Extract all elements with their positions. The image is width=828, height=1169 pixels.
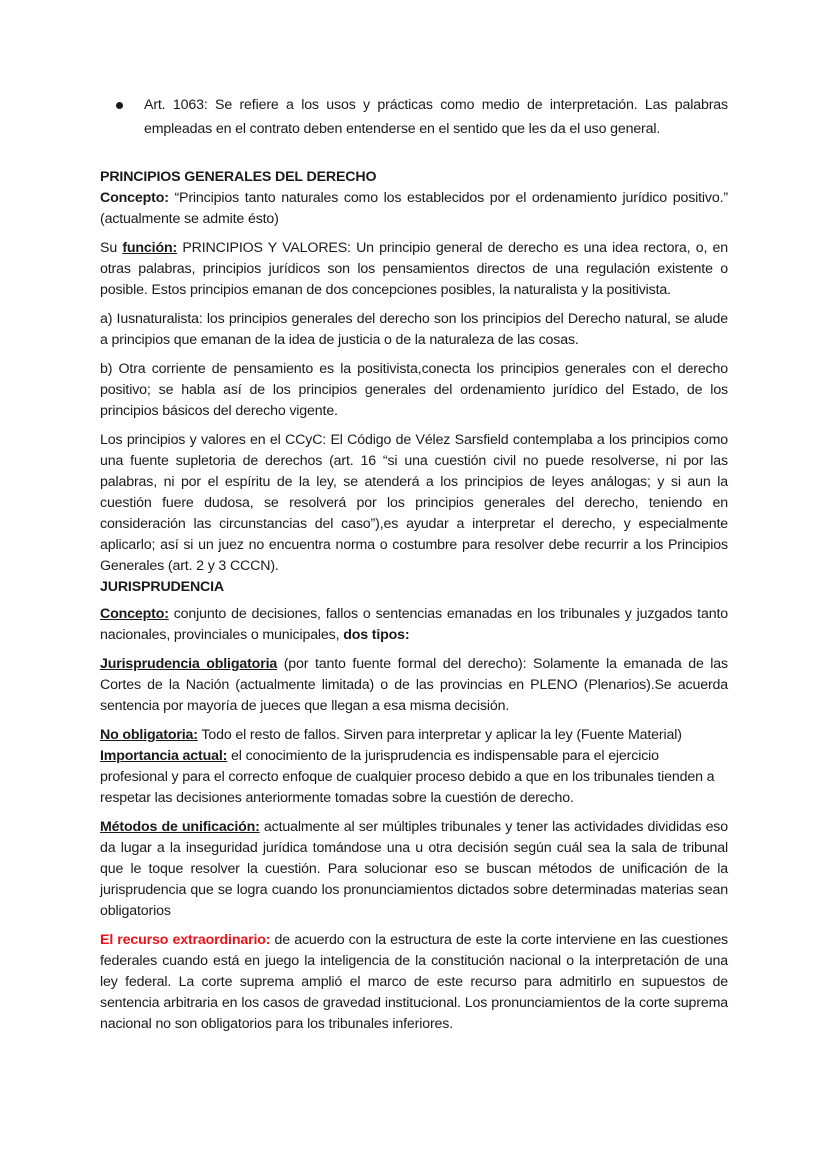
bullet-icon — [116, 102, 123, 109]
jurisprudencia-metodos — [100, 817, 728, 922]
funcion-label: función: — [122, 240, 178, 256]
no-obligatoria-label: No obligatoria: — [100, 727, 198, 743]
bullet-item — [100, 94, 728, 141]
recurso-label: El recurso extraordinario: — [100, 932, 271, 948]
principios-b: b) Otra corriente de pensamiento es la positivista,conecta los principios generales con el derecho positivo; se habla así de los principios generales del ordenamiento jurídico del Estado, de los principios básicos del derecho vigente. — [100, 361, 728, 419]
no-obligatoria-text: Todo el resto de fallos. Sirven para interpretar y aplicar la ley (Fuente Material) — [197, 727, 682, 743]
heading-principios: PRINCIPIOS GENERALES DEL DERECHO — [100, 169, 377, 185]
heading-jurisprudencia: JURISPRUDENCIA — [100, 579, 225, 595]
concepto-text: conjunto de decisiones, fallos o sentencias emanadas en los tribunales y juzgados tanto nacionales, provinciales o municipales, — [100, 606, 728, 643]
jurisprudencia-importancia — [100, 746, 728, 809]
principios-a: a) Iusnaturalista: los principios generales del derecho son los principios del Derecho natural, se alude a principios que emanan de la idea de justicia o de la naturaleza de las cosas. — [100, 311, 728, 348]
principios-ccyc: Los principios y valores en el CCyC: El Código de Vélez Sarsfield contemplaba a los principios como una fuente supletoria de derechos (art. 16 “si una cuestión civil no puede resolverse, ni por las palabras, ni por el espíritu de la ley, se atenderá a los principios de leyes análogas; y si aun la cuestión fuere dudosa, se resolverá por los principios generales del derecho, teniendo en consideración las circunstancias del caso”),es ayudar a interpretar el derecho, y especialmente aplicarlo; así si un juez no encuentra norma o costumbre para resolver debe recurrir a los Principios Generales (art. 2 y 3 CCCN). — [100, 432, 728, 574]
jurisprudencia-recurso — [100, 930, 728, 1035]
funcion-text: PRINCIPIOS Y VALORES: Un principio general de derecho es una idea rectora, o, en otras palabras, principios jurídicos son los pensamientos directos de una regulación existente o posible. Estos principios emanan de dos concepciones posibles, la naturalista y la positivista. — [100, 240, 728, 298]
recurso-text: de acuerdo con la estructura de este la corte interviene en las cuestiones federales cuando está en juego la inteligencia de la constitución nacional o la interpretación de una ley federal. La corte suprema amplió el marco de este recurso para admitirlo en supuestos de sentencia arbitraria en los casos de gravedad institucional. Los pronunciamientos de la corte suprema nacional no son obligatorios para los tribunales inferiores. — [100, 932, 729, 1032]
jurisprudencia-no-obligatoria — [100, 725, 728, 746]
concepto-text: “Principios tanto naturales como los establecidos por el ordenamiento jurídico positivo.” (actualmente se admite ésto) — [100, 190, 728, 227]
bullet-art-1063: Art. 1063: Se refiere a los usos y prácticas como medio de interpretación. Las palabras empleadas en el contrato deben entenderse en el sentido que les da el uso general. — [144, 97, 728, 137]
importancia-text: el conocimiento de la jurisprudencia es indispensable para el ejercicio profesional y para el correcto enfoque de cualquier proceso debido a que en los tribunales tienden a respetar las decisiones anteriormente tomadas sobre la cuestión de derecho. — [100, 748, 715, 806]
principios-funcion — [100, 238, 728, 301]
jurisprudencia-concepto — [100, 604, 728, 646]
obligatoria-text: (por tanto fuente formal del derecho): Solamente la emanada de las Cortes de la Nación (actualmente limitada) o de las provincias en PLENO (Plenarios).Se acuerda sentencia por mayoría de jueces que llegan a esa misma decisión. — [100, 656, 728, 714]
metodos-text: actualmente al ser múltiples tribunales y tener las actividades divididas eso da lugar a la inseguridad jurídica tomándose una u otra decisión según cuál sea la sala de tribunal que le toque resolver la cuestión. Para solucionar eso se buscan métodos de unificación de la jurisprudencia que se logra cuando los pronunciamientos dictados sobre determinadas materias sean obligatorios — [100, 819, 728, 919]
principios-concepto — [100, 188, 728, 230]
importancia-label: Importancia actual: — [100, 748, 228, 764]
jurisprudencia-obligatoria — [100, 654, 728, 717]
concepto-label: Concepto: — [100, 190, 169, 206]
obligatoria-label: Jurisprudencia obligatoria — [100, 656, 278, 672]
dos-tipos: dos tipos: — [343, 627, 410, 643]
metodos-label: Métodos de unificación: — [100, 819, 260, 835]
funcion-prefix: Su — [100, 240, 123, 256]
concepto-label: Concepto: — [100, 606, 169, 622]
